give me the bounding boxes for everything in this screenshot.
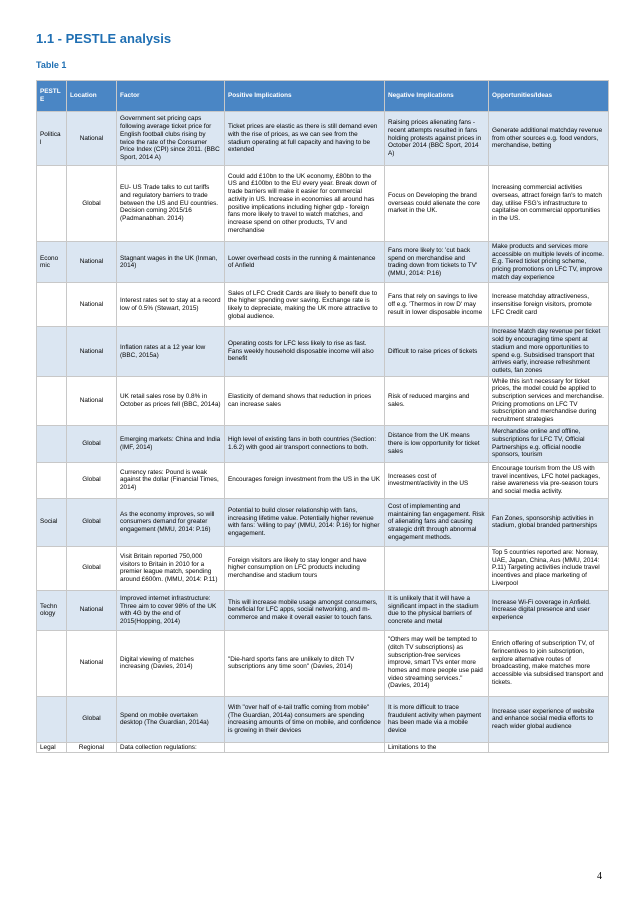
cell-positive: This will increase mobile usage amongst consumers, beneficial for LFC apps, social networking, and m-commerce and make it overall easier to touch fans. [225, 590, 385, 630]
cell-positive: Ticket prices are elastic as there is still demand even with the rise of prices, as we can see from the stadium operating at full capacity and having to be extended [225, 112, 385, 166]
cell-negative [385, 546, 489, 590]
cell-opportunities: Top 5 countries reported are: Norway, UAE, Japan, China, Aus (MMU, 2014: P.11) Targeting activities include travel incentives and place marketing of Liverpool [489, 546, 609, 590]
table-row [37, 742, 609, 753]
cell-factor: Digital viewing of matches increasing (Davies, 2014) [117, 630, 225, 696]
cell-location: Global [67, 546, 117, 590]
cell-category [37, 425, 67, 462]
cell-opportunities: While this isn't necessary for ticket prices, the model could be applied to subscription services and merchandise. Pricing promotions on LFC TV subscription and merchandise during recruitment strategies [489, 376, 609, 425]
cell-location: Global [67, 498, 117, 546]
cell-opportunities: Enrich offering of subscription TV, of ferincentives to join subscription, explore alternative routes of broadcasting, make matches more accessible via subsidised transport and tickets. [489, 630, 609, 696]
table-row [37, 376, 609, 425]
cell-negative: Cost of implementing and maintaining fan engagement. Risk of alienating fans and causing strategic drift through abnormal engagement methods. [385, 498, 489, 546]
table-row [37, 112, 609, 166]
page-number: 4 [597, 871, 602, 882]
cell-factor: Data collection regulations: [117, 742, 225, 753]
cell-category: Politica l [37, 112, 67, 166]
cell-opportunities: Increase Match day revenue per ticket sold by encouraging time spent at stadium and more opportunities to spend e.g. Subsidised transport that arrives early, increase refreshment outlets, fan zones [489, 327, 609, 376]
table-row [37, 696, 609, 742]
cell-negative: It is more difficult to trace fraudulent activity when payment has been made via a mobile device [385, 696, 489, 742]
cell-positive: Could add £10bn to the UK economy, £80bn to the US and £100bn to the EU every year. Break down of trade barriers will make it easier for commercial activity in US. Increase in economies all around has positive implications including higher gdp - foreign fans more likely to travel to watch matches, and increase spend on other products, TV and merchandise [225, 166, 385, 242]
cell-factor: Government set pricing caps following average ticket price for English football clubs rising by twice the rate of the Consumer Price Index (CPI) since 2011. (BBC Sport, 2014 A) [117, 112, 225, 166]
table-row [37, 590, 609, 630]
table-row [37, 630, 609, 696]
cell-opportunities [489, 742, 609, 753]
cell-category: Econo mic [37, 242, 67, 283]
cell-factor: As the economy improves, so will consumers demand for greater engagement (MMU, 2014: P.16) [117, 498, 225, 546]
cell-opportunities: Make products and services more accessible on multiple levels of income. E.g. Tiered ticket pricing scheme, pricing promotions on LFC TV, improve match day experience [489, 242, 609, 283]
cell-location: National [67, 112, 117, 166]
cell-positive: Operating costs for LFC less likely to rise as fast. Fans weekly household disposable income will also benefit [225, 327, 385, 376]
cell-opportunities: Fan Zones, sponsorship activities in stadium, global branded partnerships [489, 498, 609, 546]
cell-factor: Currency rates: Pound is weak against the dollar (Financial Times, 2014) [117, 462, 225, 498]
cell-category: Legal [37, 742, 67, 753]
table-row [37, 166, 609, 242]
cell-factor: Improved internet infrastructure: Three aim to cover 98% of the UK with 4G by the end of 2015(Hopping, 2014) [117, 590, 225, 630]
cell-factor: Spend on mobile overtaken desktop (The Guardian, 2014a) [117, 696, 225, 742]
cell-opportunities: Merchandise online and offline, subscriptions for LFC TV, Official Partnerships e.g. official noodle sponsors, tourism [489, 425, 609, 462]
cell-negative: Focus on Developing the brand overseas could alienate the core market in the UK. [385, 166, 489, 242]
cell-location: National [67, 630, 117, 696]
cell-category [37, 283, 67, 327]
pestle-table-container [36, 80, 608, 753]
cell-location: National [67, 376, 117, 425]
cell-location: Global [67, 425, 117, 462]
cell-location: Global [67, 166, 117, 242]
cell-negative: Limitations to the [385, 742, 489, 753]
table-body [37, 112, 609, 753]
cell-opportunities: Increasing commercial activities overseas, attract foreign fan's to match day, utilise FSG's infrastructure to capitalise on commercial opportunities in the US. [489, 166, 609, 242]
table-row [37, 242, 609, 283]
table-row [37, 498, 609, 546]
cell-location: National [67, 242, 117, 283]
header-location: Location [67, 81, 117, 112]
cell-category: Social [37, 498, 67, 546]
cell-negative: Fans that rely on savings to live off e.g. 'Thermos in row D' may result in lower disposable income [385, 283, 489, 327]
cell-positive: Lower overhead costs in the running & maintenance of Anfield [225, 242, 385, 283]
cell-positive: Elasticity of demand shows that reduction in prices can increase sales [225, 376, 385, 425]
section-heading: 1.1 - PESTLE analysis [36, 31, 172, 46]
table-row [37, 327, 609, 376]
cell-factor: Inflation rates at a 12 year low (BBC, 2015a) [117, 327, 225, 376]
table-row [37, 283, 609, 327]
cell-factor: Visit Britain reported 750,000 visitors to Britain in 2010 for a premier league match, spending around £600m. (MMU, 2014: P.11) [117, 546, 225, 590]
cell-opportunities: Increase user experience of website and enhance social media efforts to reach wider global audience [489, 696, 609, 742]
cell-opportunities: Encourage tourism from the US with travel incentives, LFC hotel packages, raise awareness via pre-season tours and social media activity. [489, 462, 609, 498]
cell-category [37, 166, 67, 242]
table-caption: Table 1 [36, 60, 67, 70]
cell-factor: UK retail sales rose by 0.8% in October as prices fell (BBC, 2014a) [117, 376, 225, 425]
cell-positive: Sales of LFC Credit Cards are likely to benefit due to the higher spending over saving. Exchange rate is likely to depreciate, making the UK more attractive to global audience. [225, 283, 385, 327]
cell-location: Regional [67, 742, 117, 753]
cell-positive: With "over half of e-tail traffic coming from mobile" (The Guardian, 2014a) consumers are spending increasing amounts of time on mobile, and confidence is growing in their devices [225, 696, 385, 742]
cell-location: National [67, 590, 117, 630]
cell-factor: Stagnant wages in the UK (Inman, 2014) [117, 242, 225, 283]
cell-factor: Emerging markets: China and India (IMF, 2014) [117, 425, 225, 462]
cell-location: National [67, 327, 117, 376]
header-negative: Negative Implications [385, 81, 489, 112]
cell-positive [225, 742, 385, 753]
cell-category [37, 546, 67, 590]
cell-category [37, 630, 67, 696]
cell-positive: High level of existing fans in both countries (Section: 1.6.2) with good air transport connections to both. [225, 425, 385, 462]
cell-negative: Increases cost of investment/activity in the US [385, 462, 489, 498]
table-header-row [37, 81, 609, 112]
cell-location: Global [67, 462, 117, 498]
cell-positive: Encourages foreign investment from the US in the UK [225, 462, 385, 498]
cell-factor: Interest rates set to stay at a record low of 0.5% (Stewart, 2015) [117, 283, 225, 327]
cell-negative: It is unlikely that it will have a significant impact in the stadium due to the physical barriers of concrete and metal [385, 590, 489, 630]
cell-location: Global [67, 696, 117, 742]
table-row [37, 462, 609, 498]
header-positive: Positive Implications [225, 81, 385, 112]
table-row [37, 546, 609, 590]
pestle-table [36, 80, 609, 753]
cell-category [37, 696, 67, 742]
cell-positive: Foreign visitors are likely to stay longer and have higher consumption on LFC products including merchandise and stadium tours [225, 546, 385, 590]
cell-negative: Fans more likely to: 'cut back spend on merchandise and trading down from tickets to TV' (MMU, 2014: P.16) [385, 242, 489, 283]
cell-category [37, 462, 67, 498]
cell-opportunities: Generate additional matchday revenue from other sources e.g. food vendors, merchandise, betting [489, 112, 609, 166]
cell-opportunities: Increase Wi-Fi coverage in Anfield. Increase digital presence and user experience [489, 590, 609, 630]
cell-negative: Difficult to raise prices of tickets [385, 327, 489, 376]
header-pestle: PESTLE [37, 81, 67, 112]
cell-opportunities: Increase matchday attractiveness, insensitise foreign visitors, promote LFC Credit card [489, 283, 609, 327]
cell-category: Techn ology [37, 590, 67, 630]
cell-negative: Risk of reduced margins and sales. [385, 376, 489, 425]
table-row [37, 425, 609, 462]
header-opportunities: Opportunities/Ideas [489, 81, 609, 112]
cell-category [37, 327, 67, 376]
cell-positive: Potential to build closer relationship with fans, increasing lifetime value. Potentially higher revenue with fans: 'willing to pay' (MMU, 2014: P.16) for higher engagement. [225, 498, 385, 546]
cell-category [37, 376, 67, 425]
cell-negative: "Others may well be tempted to (ditch TV subscriptions) as subscription-free services improve, smart TVs enter more homes and more people use paid video streaming services." (Davies, 2014) [385, 630, 489, 696]
cell-negative: Distance from the UK means there is low opportunity for ticket sales [385, 425, 489, 462]
cell-negative: Raising prices alienating fans -recent attempts resulted in fans holding protests against prices in October 2014 (BBC Sport, 2014 A) [385, 112, 489, 166]
cell-positive: "Die-hard sports fans are unlikely to ditch TV subscriptions any time soon" (Davies, 2014) [225, 630, 385, 696]
cell-factor: EU- US Trade talks to cut tariffs and regulatory barriers to trade between the US and EU countries. Decision coming 2015/16 (Padmanabhan. 2014) [117, 166, 225, 242]
header-factor: Factor [117, 81, 225, 112]
cell-location: National [67, 283, 117, 327]
